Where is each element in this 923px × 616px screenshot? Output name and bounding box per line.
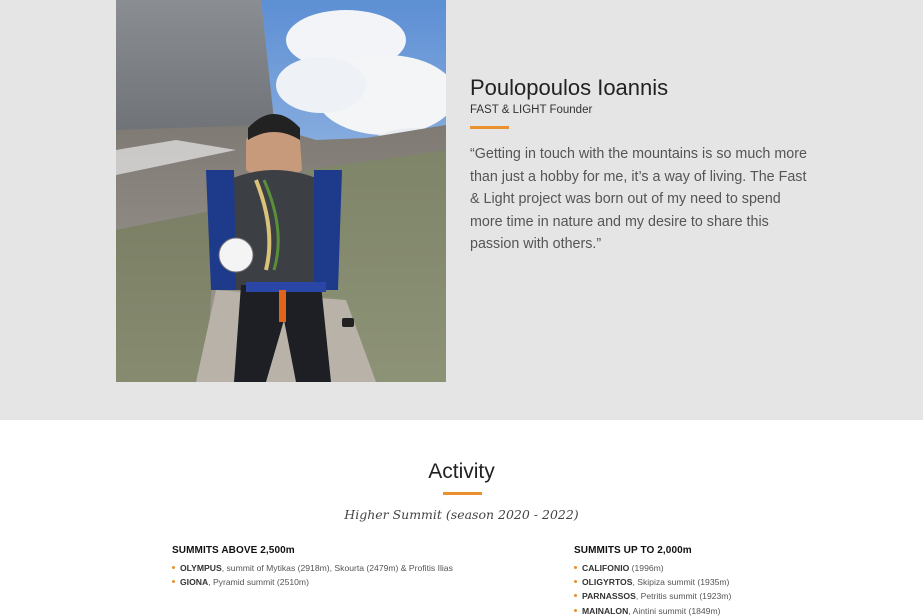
summit-name: MAINALON: [582, 605, 629, 616]
bullet-icon: [574, 609, 577, 612]
founder-bio: [470, 74, 815, 256]
bullet-icon: [574, 594, 577, 597]
bullet-icon: [574, 566, 577, 569]
founder-name: Poulopoulos Ioannis: [470, 75, 669, 100]
activity-title: Activity: [428, 460, 495, 483]
list-item: [574, 575, 731, 589]
activity-section: [0, 420, 923, 616]
summit-detail: , Pyramid summit (2510m): [208, 577, 309, 588]
list-item: [574, 604, 731, 616]
accent-divider: [443, 492, 482, 495]
list-item: [574, 561, 731, 575]
accent-divider: [470, 126, 509, 129]
summits-above-2500-column: [172, 545, 453, 589]
bullet-icon: [172, 566, 175, 569]
summit-name: OLYMPUS: [180, 563, 222, 573]
summit-detail: , Aintini summit (1849m): [628, 605, 721, 616]
column-heading: SUMMITS UP TO 2,000m: [574, 545, 692, 556]
summit-name: PARNASSOS: [582, 591, 636, 602]
summit-detail: (1996m): [629, 563, 664, 573]
bullet-icon: [172, 580, 175, 583]
column-heading: SUMMITS ABOVE 2,500m: [172, 545, 295, 556]
founder-photo: [116, 0, 446, 382]
founder-role: FAST & LIGHT Founder: [470, 104, 593, 116]
summit-detail: , Petritis summit (1923m): [635, 591, 732, 602]
summit-name: CALIFONIO: [582, 563, 630, 573]
summit-detail: , Skipiza summit (1935m): [632, 577, 730, 588]
list-item: [574, 589, 731, 603]
summit-detail: , summit of Mytikas (2918m), Skourta (2479m) & Profitis Ilias: [221, 563, 453, 573]
summit-name: GIONA: [180, 577, 209, 588]
list-item: [172, 561, 453, 575]
summits-up-to-2000-column: [574, 545, 731, 616]
bullet-icon: [574, 580, 577, 583]
list-item: [172, 575, 453, 589]
summit-name: OLIGYRTOS: [582, 577, 633, 588]
activity-subtitle: Higher Summit (season 2020 - 2022): [344, 507, 579, 522]
founder-quote: “Getting in touch with the mountains is so much more than just a hobby for me, it’s a way of living. The Fast & Light project was born out of my need to spend more time in nature and my desire to share this passion with others.”: [470, 146, 807, 252]
